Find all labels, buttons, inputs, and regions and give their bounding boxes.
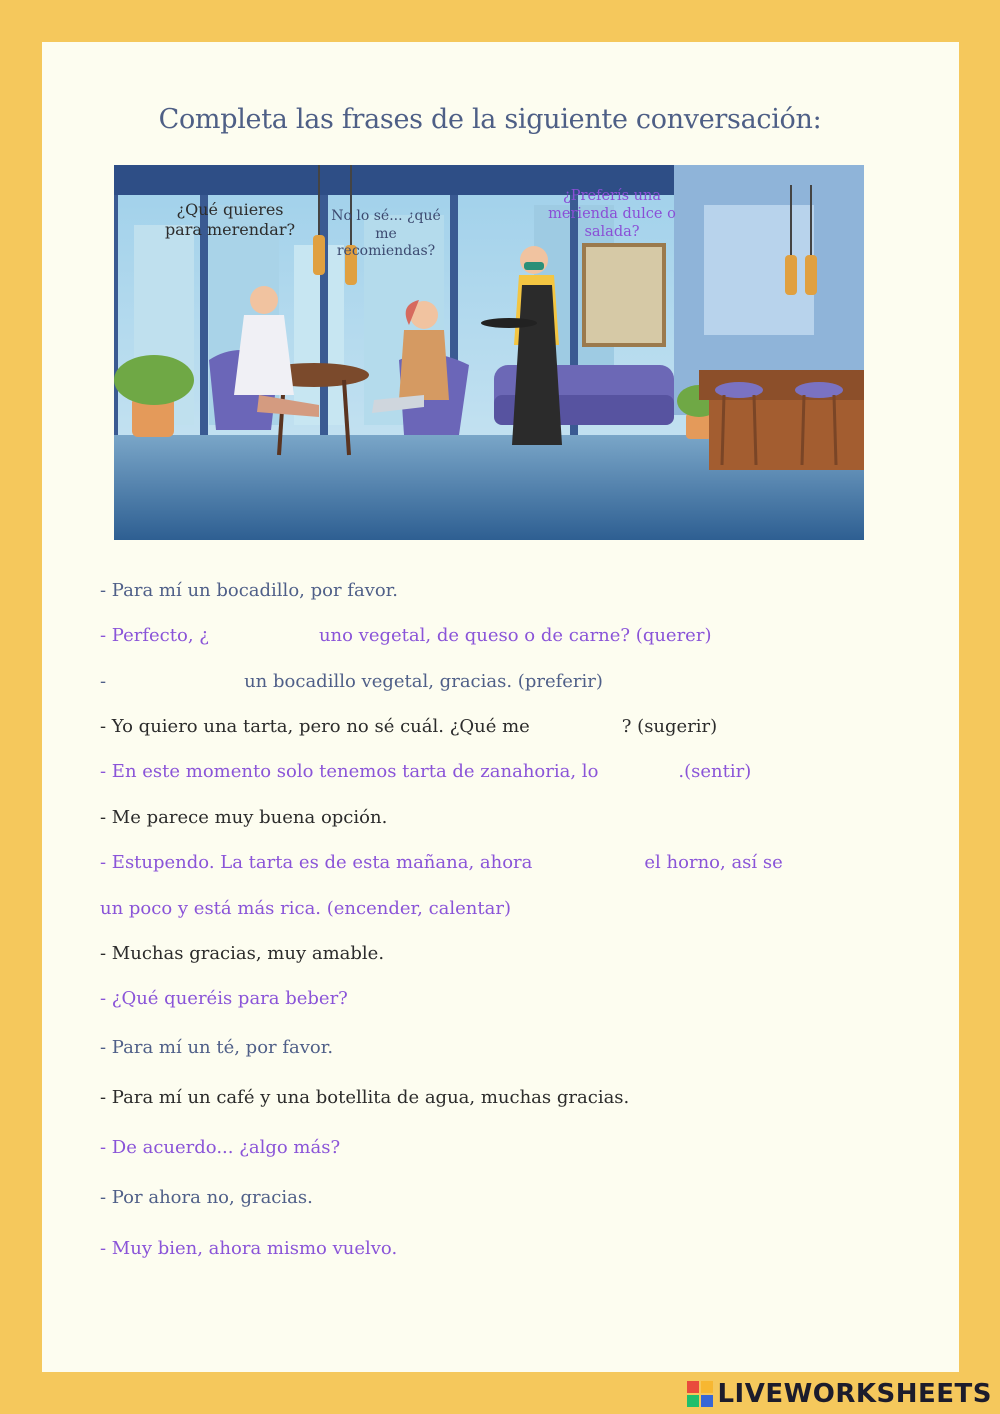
dialogue-line-3-start: -: [100, 671, 107, 692]
dialogue-line-5-start: - En este momento solo tenemos tarta de zanahoria, lo: [100, 761, 599, 782]
dialogue-line-9: [100, 943, 384, 964]
dialogue-line-11: [100, 1037, 333, 1058]
dialogue-line-13-text: - De acuerdo... ¿algo más?: [100, 1137, 341, 1158]
speech-bubble-waiter: ¿Preferís una merienda dulce o salada?: [548, 188, 676, 241]
dialogue-line-14-text: - Por ahora no, gracias.: [100, 1187, 313, 1208]
dialogue-line-4: [100, 716, 717, 737]
dialogue-line-3: [100, 671, 603, 692]
dialogue-line-15-text: - Muy bien, ahora mismo vuelvo.: [100, 1238, 398, 1259]
dialogue-line-4-start: - Yo quiero una tarta, pero no sé cuál. ¿Qué me: [100, 716, 530, 737]
speech-bubble-customer-1: ¿Qué quieres para merendar?: [164, 200, 296, 239]
dialogue-line-8-text: un poco y está más rica. (encender, calentar): [100, 898, 511, 919]
dialogue-line-3-end: un bocadillo vegetal, gracias. (preferir): [244, 671, 603, 692]
page-title: Completa las frases de la siguiente conversación:: [158, 104, 822, 135]
dialogue-line-10-text: - ¿Qué queréis para beber?: [100, 988, 348, 1009]
dialogue-line-11-text: - Para mí un té, por favor.: [100, 1037, 334, 1058]
dialogue-line-9-text: - Muchas gracias, muy amable.: [100, 943, 385, 964]
dialogue-line-7-end: el horno, así se: [644, 852, 783, 873]
dialogue-line-12-text: - Para mí un café y una botellita de agua, muchas gracias.: [100, 1087, 630, 1108]
dialogue-line-12: [100, 1087, 629, 1108]
dialogue-line-1: [100, 580, 398, 601]
dialogue-line-4-end: ? (sugerir): [621, 716, 718, 737]
dialogue-line-5-end: .(sentir): [678, 761, 752, 782]
dialogue-line-10: [100, 988, 348, 1009]
dialogue-line-15: [100, 1238, 397, 1259]
dialogue-line-13: [100, 1137, 340, 1158]
dialogue-line-1-text: - Para mí un bocadillo, por favor.: [100, 580, 399, 601]
dialogue-line-7-start: - Estupendo. La tarta es de esta mañana, ahora: [100, 852, 533, 873]
dialogue-line-2-end: uno vegetal, de queso o de carne? (querer): [318, 625, 712, 646]
dialogue-line-5: [100, 761, 751, 782]
liveworksheets-wordmark: LIVEWORKSHEETS: [717, 1379, 992, 1409]
dialogue-line-2: [100, 625, 711, 646]
liveworksheets-logo[interactable]: [687, 1378, 992, 1410]
dialogue-line-7: [100, 852, 783, 873]
dialogue-line-6-text: - Me parece muy buena opción.: [100, 807, 388, 828]
speech-bubble-customer-2: No lo sé... ¿qué me recomiendas?: [331, 208, 441, 259]
liveworksheets-logo-icon: [687, 1381, 713, 1407]
dialogue-line-6: [100, 807, 387, 828]
dialogue-line-2-start: - Perfecto, ¿: [100, 625, 209, 646]
dialogue-line-14: [100, 1187, 313, 1208]
dialogue-line-8: [100, 898, 511, 919]
